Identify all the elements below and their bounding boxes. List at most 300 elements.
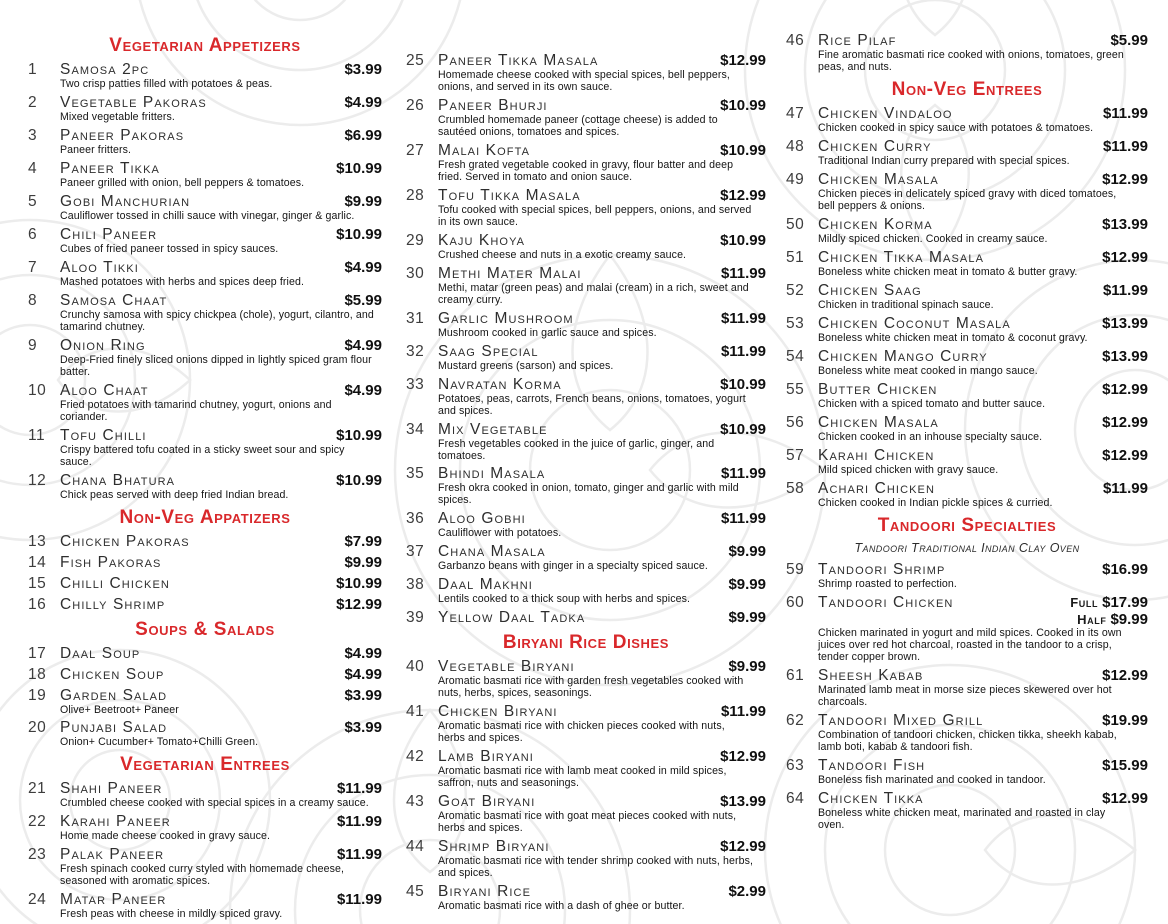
item-price: $11.99	[720, 342, 766, 360]
menu-item	[786, 667, 1148, 709]
item-name: Matar Paneer	[60, 891, 167, 909]
menu-item	[406, 658, 766, 700]
item-description: Lentils cooked to a thick soup with herbs and spices.	[438, 593, 691, 606]
item-row	[786, 480, 1148, 498]
item-name: Paneer Tikka	[60, 159, 160, 177]
item-row	[786, 216, 1148, 234]
item-description: Aromatic basmati rice with a dash of ghee or butter.	[438, 900, 685, 912]
item-description: Homemade cheese cooked with special spices, bell peppers, onions, and served in its own sauce.	[438, 69, 730, 93]
item-row	[28, 846, 382, 864]
menu-item	[786, 32, 1148, 74]
item-row	[28, 292, 382, 310]
item-description: Boneless fish marinated and cooked in tandoor.	[818, 773, 1046, 786]
menu-item	[28, 813, 382, 843]
item-number: 43	[406, 793, 425, 811]
menu-item	[406, 703, 766, 745]
item-price: $12.99	[1102, 666, 1148, 684]
menu-item	[786, 105, 1148, 135]
item-price: $10.99	[720, 375, 766, 393]
menu-item	[28, 780, 382, 810]
menu-item	[786, 594, 1148, 664]
item-row	[28, 687, 382, 705]
item-number: 13	[28, 532, 47, 550]
menu-item	[28, 533, 382, 551]
item-name: Chicken Masala	[818, 170, 939, 188]
item-description: Aromatic basmati rice with garden fresh vegetables cooked with nuts, herbs, spices, seasonings.	[438, 675, 744, 700]
item-name: Chicken Curry	[818, 137, 932, 155]
item-description: Crumbled homemade paneer (cottage cheese) is added to sautéed onions, tomatoes and spices.	[438, 113, 718, 138]
item-price: $4.99	[344, 644, 382, 662]
item-price: $11.99	[1102, 137, 1148, 155]
item-name: Chana Masala	[438, 543, 546, 561]
item-name: Vegetable Pakoras	[60, 93, 207, 111]
item-name: Saag Special	[438, 342, 539, 360]
item-row	[28, 160, 382, 178]
item-number: 34	[406, 420, 425, 438]
item-description: Aromatic basmati rice with tender shrimp cooked with nuts, herbs, and spices.	[438, 855, 754, 880]
item-name: Malai Kofta	[438, 141, 531, 159]
item-row	[28, 554, 382, 572]
item-row	[786, 348, 1148, 366]
item-price: $10.99	[720, 231, 766, 249]
item-number: 37	[406, 543, 425, 561]
item-number: 18	[28, 665, 47, 683]
menu-item	[28, 193, 382, 223]
item-number: 22	[28, 813, 47, 831]
item-price: $12.99	[1102, 413, 1148, 431]
item-price: $3.99	[344, 686, 382, 704]
item-number: 44	[406, 838, 425, 856]
item-row	[786, 171, 1148, 189]
item-number: 8	[28, 291, 38, 309]
item-description: Shrimp roasted to perfection.	[818, 577, 957, 590]
menu-item	[28, 337, 382, 379]
item-number: 3	[28, 126, 38, 144]
item-description: Mildly spiced chicken. Cooked in creamy sauce.	[818, 232, 1048, 245]
item-price-stack	[1064, 594, 1148, 629]
item-price: $5.99	[1110, 32, 1148, 49]
item-row	[28, 813, 382, 831]
item-price: $9.99	[344, 192, 382, 210]
item-number: 45	[406, 883, 425, 900]
section-header: Tandoori Specialties	[877, 514, 1057, 536]
item-name: Chicken Korma	[818, 215, 933, 233]
item-description: Crushed cheese and nuts in a exotic creamy sauce.	[438, 248, 687, 261]
item-price: $12.99	[1102, 446, 1148, 464]
item-name: Samosa 2pc	[60, 61, 150, 78]
item-name: Yellow Daal Tadka	[438, 609, 586, 627]
item-name: Chicken Tikka Masala	[818, 248, 984, 266]
item-row	[28, 226, 382, 244]
item-row	[406, 187, 766, 205]
item-description: Fresh peas with cheese in mildly spiced gravy.	[60, 908, 283, 921]
item-number: 24	[28, 891, 47, 909]
item-row	[28, 94, 382, 112]
item-number: 12	[28, 471, 47, 489]
item-number: 51	[786, 248, 805, 266]
menu-item	[28, 160, 382, 190]
item-description: Paneer grilled with onion, bell peppers & tomatoes.	[60, 176, 305, 189]
menu-item	[28, 382, 382, 424]
item-description: Mashed potatoes with herbs and spices deep fried.	[60, 275, 304, 288]
item-number: 50	[786, 215, 805, 233]
item-number: 6	[28, 225, 38, 243]
item-number: 27	[406, 141, 425, 159]
item-row	[406, 838, 766, 856]
item-name: Bhindi Masala	[438, 465, 546, 483]
item-row	[28, 666, 382, 684]
menu-item	[786, 282, 1148, 312]
item-description: Fine aromatic basmati rice cooked with onions, tomatoes, green peas, and nuts.	[818, 49, 1124, 73]
item-row	[406, 142, 766, 160]
item-name: Aloo Gobhi	[438, 510, 526, 528]
item-name: Butter Chicken	[818, 380, 938, 398]
item-price: $11.99	[720, 510, 766, 528]
item-row	[28, 472, 382, 490]
menu-item	[406, 576, 766, 606]
item-price: $10.99	[720, 141, 766, 159]
item-description: Chicken cooked in Indian pickle spices & curried.	[818, 496, 1053, 509]
menu-item	[28, 891, 382, 921]
item-number: 25	[406, 52, 425, 69]
item-number: 36	[406, 510, 425, 528]
item-name: Chicken Saag	[818, 281, 922, 299]
item-price: $13.99	[720, 793, 766, 811]
item-row	[28, 427, 382, 445]
item-number: 46	[786, 32, 805, 49]
item-number: 58	[786, 479, 805, 497]
menu-item	[786, 712, 1148, 754]
item-price: $4.99	[344, 258, 382, 276]
item-name: Daal Makhni	[438, 576, 533, 594]
item-number: 48	[786, 137, 805, 155]
menu-item	[786, 249, 1148, 279]
item-number: 64	[786, 789, 805, 807]
item-price: $11.99	[1102, 281, 1148, 299]
item-number: 11	[28, 426, 46, 444]
item-description: Aromatic basmati rice with chicken pieces cooked with nuts, herbs and spices.	[438, 720, 725, 745]
menu-item	[406, 793, 766, 835]
item-price: $19.99	[1102, 711, 1148, 729]
item-row	[786, 712, 1148, 730]
item-row	[406, 543, 766, 561]
item-description: Boneless white chicken meat, marinated and roasted in clay oven.	[818, 806, 1106, 831]
item-price: $12.99	[1102, 248, 1148, 266]
item-price: $5.99	[344, 291, 382, 309]
item-description: Fresh vegetables cooked in the juice of garlic, ginger, and tomatoes.	[438, 437, 715, 462]
item-row	[786, 561, 1148, 579]
item-description: Methi, matar (green peas) and malai (cream) in a rich, sweet and creamy curry.	[438, 281, 749, 306]
menu-item	[786, 381, 1148, 411]
item-number: 5	[28, 192, 38, 210]
item-description: Paneer fritters.	[60, 143, 132, 156]
item-description: Mushroom cooked in garlic sauce and spices.	[438, 326, 657, 339]
item-price: $9.99	[1110, 610, 1148, 628]
item-description: Fried potatoes with tamarind chutney, yogurt, onions and coriander.	[60, 398, 332, 423]
item-row	[28, 259, 382, 277]
item-price: $13.99	[1102, 347, 1148, 365]
item-name: Garlic Mushroom	[438, 309, 574, 327]
item-price-line	[1070, 594, 1148, 611]
item-name: Mix Vegetable	[438, 420, 548, 438]
item-price: $4.99	[344, 665, 382, 683]
item-description: Tofu cooked with special spices, bell peppers, onions, and served in its own sauce.	[438, 203, 752, 228]
menu-item	[406, 97, 766, 139]
item-number: 9	[28, 336, 38, 354]
section-header: Vegetarian Entrees	[120, 754, 290, 776]
item-price: $11.99	[336, 813, 382, 831]
item-row	[406, 265, 766, 283]
item-description: Crumbled cheese cooked with special spices in a creamy sauce.	[60, 797, 369, 810]
menu-item	[406, 838, 766, 880]
item-number: 30	[406, 264, 425, 282]
item-price: $9.99	[728, 658, 766, 676]
item-price: $9.99	[728, 576, 766, 594]
item-row	[786, 757, 1148, 775]
item-description: Garbanzo beans with ginger in a specialty spiced sauce.	[438, 560, 708, 573]
item-number: 49	[786, 170, 805, 188]
menu-item	[406, 310, 766, 340]
menu-item	[406, 343, 766, 373]
item-description: Two crisp patties filled with potatoes & peas.	[60, 78, 273, 90]
item-price: $9.99	[728, 543, 766, 561]
item-row	[406, 465, 766, 483]
item-number: 55	[786, 380, 805, 398]
item-name: Vegetable Biryani	[438, 658, 575, 676]
item-name: Chicken Vindaloo	[818, 104, 953, 122]
item-name: Tandoori Mixed Grill	[818, 711, 984, 729]
menu-item	[786, 171, 1148, 213]
item-row	[28, 575, 382, 593]
section-header: Non-Veg Entrees	[891, 78, 1043, 100]
item-name: Daal Soup	[60, 644, 141, 662]
item-row	[28, 645, 382, 663]
item-name: Chicken Soup	[60, 665, 165, 683]
item-price: $12.99	[1102, 789, 1148, 807]
item-number: 21	[28, 780, 47, 798]
item-number: 14	[28, 553, 47, 571]
item-price: $3.99	[344, 719, 382, 737]
item-description: Fresh grated vegetable cooked in gravy, flour batter and deep fried. Served in tomato and onion sauce.	[438, 158, 734, 183]
menu-column-right	[786, 32, 1148, 835]
item-price: $9.99	[728, 609, 766, 627]
item-number: 47	[786, 104, 805, 122]
item-name: Garden Salad	[60, 686, 168, 704]
item-row	[406, 793, 766, 811]
item-price: $4.99	[344, 381, 382, 399]
item-name: Chicken Pakoras	[60, 532, 190, 550]
item-row	[786, 105, 1148, 123]
item-price: $10.99	[720, 420, 766, 438]
item-number: 29	[406, 231, 425, 249]
item-row	[406, 658, 766, 676]
item-number: 59	[786, 560, 805, 578]
item-description: Fresh okra cooked in onion, tomato, ginger and garlic with mild spices.	[438, 482, 739, 507]
item-description: Cauliflower tossed in chilli sauce with vinegar, ginger & garlic.	[60, 209, 355, 222]
item-price: $17.99	[1102, 593, 1148, 611]
item-row	[28, 337, 382, 355]
item-row	[28, 719, 382, 737]
item-price: $12.99	[720, 186, 766, 204]
item-description: Cubes of fried paneer tossed in spicy sauces.	[60, 242, 279, 255]
item-price: $10.99	[336, 225, 382, 243]
item-name: Gobi Manchurian	[60, 192, 191, 210]
item-name: Shrimp Biryani	[438, 838, 550, 856]
item-number: 7	[28, 258, 38, 276]
item-number: 35	[406, 465, 425, 483]
item-description: Mild spiced chicken with gravy sauce.	[818, 463, 999, 476]
menu-item	[406, 376, 766, 418]
item-description: Marinated lamb meat in morse size pieces skewered over hot charcoals.	[818, 683, 1112, 708]
item-name: Onion Ring	[60, 336, 146, 354]
menu-item	[28, 127, 382, 157]
menu-item	[28, 554, 382, 572]
item-row	[786, 32, 1148, 50]
menu-item	[406, 265, 766, 307]
item-price: $4.99	[344, 93, 382, 111]
item-name: Navratan Korma	[438, 375, 562, 393]
item-number: 28	[406, 186, 425, 204]
item-price: $3.99	[344, 61, 382, 78]
item-name: Methi Mater Malai	[438, 264, 582, 282]
item-price: $12.99	[336, 595, 382, 613]
item-number: 2	[28, 93, 38, 111]
item-number: 61	[786, 666, 805, 684]
item-name: Kaju Khoya	[438, 231, 526, 249]
item-number: 60	[786, 593, 805, 611]
item-row	[28, 533, 382, 551]
item-description: Onion+ Cucumber+ Tomato+Chilli Green.	[60, 736, 259, 749]
menu-item	[786, 447, 1148, 477]
menu-item	[406, 883, 766, 913]
item-description: Deep-Fried finely sliced onions dipped in lightly spiced gram flour batter.	[60, 353, 372, 378]
item-name: Chicken Masala	[818, 413, 939, 431]
menu-item	[28, 61, 382, 91]
item-number: 32	[406, 342, 425, 360]
item-name: Paneer Tikka Masala	[438, 52, 599, 69]
item-description: Home made cheese cooked in gravy sauce.	[60, 830, 271, 843]
item-description: Chick peas served with deep fried Indian bread.	[60, 488, 289, 501]
item-price: $11.99	[720, 309, 766, 327]
item-name: Punjabi Salad	[60, 719, 168, 737]
item-row	[786, 447, 1148, 465]
item-name: Achari Chicken	[818, 479, 936, 497]
item-price: $15.99	[1102, 756, 1148, 774]
item-price: $12.99	[720, 52, 766, 69]
item-description: Potatoes, peas, carrots, French beans, onions, tomatoes, yogurt and spices.	[438, 392, 746, 417]
item-row	[406, 52, 766, 70]
item-row	[406, 609, 766, 627]
item-name: Paneer Bhurji	[438, 96, 548, 114]
item-row	[786, 138, 1148, 156]
item-price: $11.99	[336, 891, 382, 909]
item-price: $11.99	[336, 780, 382, 798]
menu-item	[406, 421, 766, 463]
menu-item	[28, 666, 382, 684]
item-row	[406, 376, 766, 394]
menu-item	[786, 757, 1148, 787]
item-price: $7.99	[344, 532, 382, 550]
menu-item	[786, 414, 1148, 444]
item-description: Fresh spinach cooked curry styled with homemade cheese, seasoned with aromatic spices.	[60, 863, 345, 888]
menu-item	[786, 348, 1148, 378]
item-name: Rice Pilaf	[818, 32, 897, 49]
item-description: Chicken with a spiced tomato and butter sauce.	[818, 397, 1046, 410]
item-price: $11.99	[1102, 479, 1148, 497]
item-number: 20	[28, 719, 47, 737]
item-price: $10.99	[336, 159, 382, 177]
item-row	[406, 343, 766, 361]
item-number: 23	[28, 846, 47, 864]
item-number: 56	[786, 413, 805, 431]
item-row	[28, 780, 382, 798]
item-description: Chicken marinated in yogurt and mild spices. Cooked in its own juices over red hot charcoal, roasted in the tandoor to a crisp, tender copper brown.	[818, 627, 1122, 663]
item-row	[28, 127, 382, 145]
menu-item	[406, 748, 766, 790]
item-name: Goat Biryani	[438, 793, 536, 811]
item-number: 42	[406, 748, 425, 766]
item-name: Tofu Tikka Masala	[438, 186, 581, 204]
item-number: 53	[786, 314, 805, 332]
menu-item	[786, 315, 1148, 345]
item-name: Chicken Biryani	[438, 703, 558, 721]
menu-item	[406, 232, 766, 262]
item-name: Biryani Rice	[438, 883, 532, 900]
item-name: Chilly Shrimp	[60, 595, 166, 613]
item-row	[28, 596, 382, 614]
item-price: $11.99	[336, 846, 382, 864]
menu-item	[28, 472, 382, 502]
item-price: $13.99	[1102, 215, 1148, 233]
menu-item	[28, 596, 382, 614]
item-description: Mixed vegetable fritters.	[60, 110, 175, 123]
menu-item	[786, 480, 1148, 510]
item-price: $11.99	[1102, 104, 1148, 122]
item-number: 17	[28, 644, 47, 662]
item-row	[406, 748, 766, 766]
menu-column-middle	[406, 52, 766, 916]
item-row	[786, 790, 1148, 808]
item-description: Aromatic basmati rice with goat meat pieces cooked with nuts, herbs and spices.	[438, 810, 737, 835]
item-name: Fish Pakoras	[60, 553, 162, 571]
item-name: Shahi Paneer	[60, 780, 163, 798]
item-description: Chicken in traditional spinach sauce.	[818, 298, 994, 311]
item-description: Crispy battered tofu coated in a sticky sweet sour and spicy sauce.	[60, 443, 345, 468]
item-number: 52	[786, 281, 805, 299]
menu-item	[28, 259, 382, 289]
item-number: 63	[786, 756, 805, 774]
item-number: 31	[406, 309, 425, 327]
section-subtitle: Tandoori Traditional Indian Clay Oven	[854, 540, 1080, 555]
item-price: $11.99	[720, 465, 766, 483]
item-row	[28, 61, 382, 79]
menu-item	[28, 719, 382, 749]
item-price: $10.99	[336, 471, 382, 489]
item-price: $10.99	[336, 574, 382, 592]
item-description: Chicken cooked in spicy sauce with potatoes & tomatoes.	[818, 121, 1094, 134]
item-name: Tofu Chilli	[60, 426, 147, 444]
item-name: Aloo Tikki	[60, 258, 139, 276]
menu-item	[28, 292, 382, 334]
section-header: Vegetarian Appetizers	[109, 35, 301, 56]
item-row	[406, 510, 766, 528]
item-number: 26	[406, 96, 425, 114]
item-price: $12.99	[1102, 380, 1148, 398]
item-number: 33	[406, 375, 425, 393]
item-price: $9.99	[344, 553, 382, 571]
menu-item	[406, 465, 766, 507]
item-number: 38	[406, 576, 425, 594]
